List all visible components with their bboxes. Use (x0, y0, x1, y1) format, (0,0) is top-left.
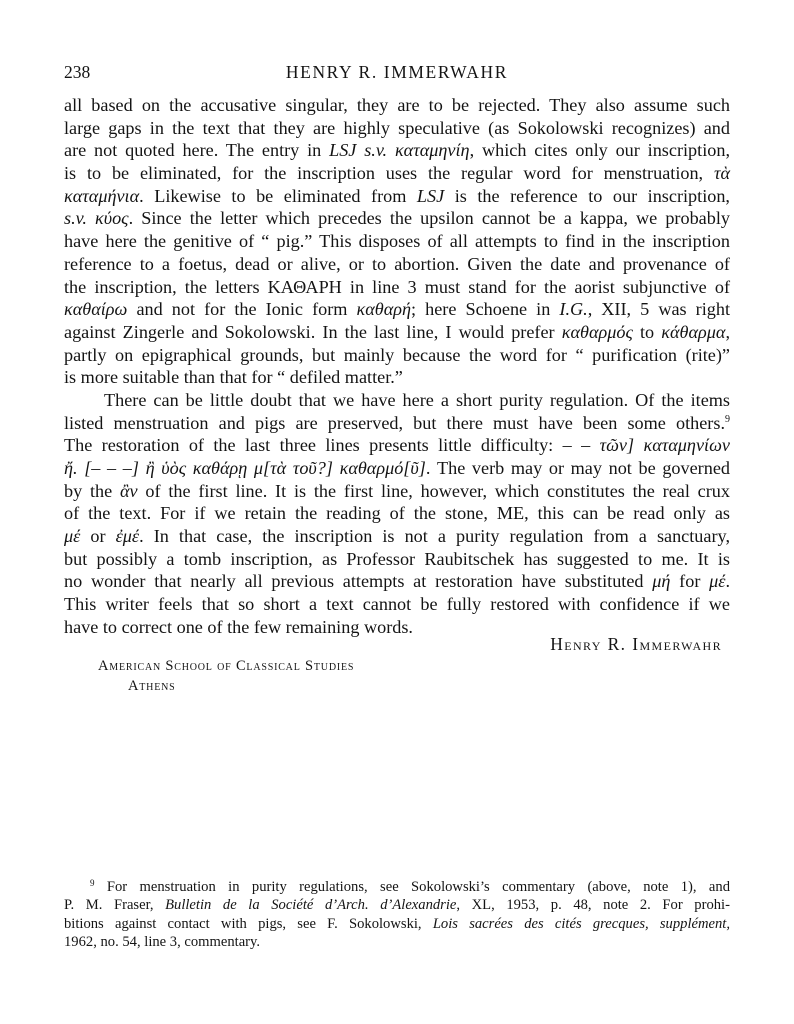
text-line: all based on the accusative singular, they are to be rejected. They also assume such (64, 95, 730, 115)
greek-restoration: ἤ. [– – –] ἢ ὑὸς καθάρῃ μ[τὰ τοῦ?] καθαρμό[ῦ] (64, 458, 426, 478)
greek-term: καταμήνια (64, 185, 140, 206)
text-line: καταμήνια. Likewise to be eliminated from LSJ is the reference to our inscription, (64, 185, 730, 206)
journal-title: Bulletin de la Société d’Arch. d’Alexandrie (165, 897, 457, 914)
text-line: have here the genitive of “ pig.” This disposes of all attempts to find in the inscription (64, 231, 730, 252)
footnote (64, 878, 730, 951)
greek-term: καθαρμός (561, 321, 633, 342)
text-line: This writer feels that so short a text cannot be fully restored with confidence if we (64, 594, 730, 615)
greek-term: τὰ (713, 163, 730, 184)
greek-term: κάθαρμα (661, 321, 726, 342)
text-line: ἤ. [– – –] ἢ ὑὸς καθάρῃ μ[τὰ τοῦ?] καθαρμό[ῦ]. The verb may or may not be governed (64, 458, 730, 478)
text-line: against Zingerle and Sokolowski. In the last line, I would prefer καθαρμός to κάθαρμα, (64, 321, 730, 342)
text-line: listed menstruation and pigs are preserved, but there must have been some others.$^9$ (64, 412, 730, 433)
book-title: Lois sacrées des cités grecques, supplément, (432, 915, 730, 932)
greek-term: ἐμέ (115, 526, 140, 547)
greek-term: μή (652, 571, 671, 592)
institution-name: American School of Classical Studies (98, 658, 355, 674)
text-line: The restoration of the last three lines presents little difficulty: – – τῶν] καταμηνίων (64, 435, 730, 456)
greek-term: καθαίρω (64, 299, 128, 320)
author-affiliation (98, 656, 354, 696)
text-line: but possibly a tomb inscription, as Professor Raubitschek has suggested to me. It is (64, 548, 730, 569)
paragraph-2 (64, 389, 730, 639)
text-line: are not quoted here. The entry in LSJ s.v. καταμηνίη, which cites only our inscription, (64, 140, 730, 161)
text-line: is to be eliminated, for the inscription uses the regular word for menstruation, τὰ (64, 163, 730, 184)
body-text (64, 94, 730, 639)
footnote-line: bitions against contact with pigs, see F. Sokolowski, Lois sacrées des cités grecques, supplément, (64, 915, 730, 932)
page-number: 238 (64, 62, 91, 82)
text-line: by the ἂν of the first line. It is the first line, however, which constitutes the real crux (64, 480, 730, 501)
institution-city: Athens (128, 678, 176, 694)
reference-lsj: LSJ (416, 185, 445, 206)
greek-term: μέ (709, 571, 726, 592)
text-line: μέ or ἐμέ. In that case, the inscription is not a purity regulation from a sanctuary, (64, 526, 730, 547)
text-line: partly on epigraphical grounds, but mainly because the word for “ purification (rite)” (64, 344, 730, 365)
footnote-line: $^9$ For menstruation in purity regulations, see Sokolowski’s commentary (above, note 1), and (90, 878, 730, 895)
greek-term: μέ (64, 526, 81, 547)
page-header (64, 60, 730, 84)
footnote-line: 1962, no. 54, line 3, commentary. (64, 933, 261, 950)
greek-term: s.v. κύος (64, 208, 129, 229)
text-line: the inscription, the letters ΚΑΘΑΡΗ in line 3 must stand for the aorist subjunctive of (64, 276, 730, 297)
greek-restoration: τῶν] καταμηνίων (599, 435, 730, 456)
footnote-reference: 9 (725, 413, 730, 425)
greek-term: καθαρή (356, 299, 412, 320)
paragraph-1 (64, 94, 730, 389)
text-line: reference to a foetus, dead or alive, or to abortion. Given the date and provenance of (64, 253, 730, 274)
text-line: is more suitable than that for “ defiled matter.” (64, 367, 403, 388)
text-line: large gaps in the text that they are highly speculative (as Sokolowski recognizes) and (64, 117, 730, 138)
reference-lsj: LSJ s.v. καταμηνίη (329, 140, 470, 161)
footnote-line: P. M. Fraser, Bulletin de la Société d’Arch. d’Alexandrie, XL, 1953, p. 48, note 2. For prohi- (64, 897, 730, 914)
text-line: no wonder that nearly all previous attempts at restoration have substituted μή for μέ. (64, 571, 730, 592)
text-line: καθαίρω and not for the Ionic form καθαρή; here Schoene in I.G., XII, 5 was right (64, 299, 731, 320)
text-line: of the text. For if we retain the reading of the stone, ΜΕ, this can be read only as (64, 503, 730, 524)
greek-term: ἂν (120, 480, 138, 501)
text-line: have to correct one of the few remaining words. (64, 616, 413, 637)
running-head: HENRY R. IMMERWAHR (285, 62, 509, 82)
author-signature: Henry R. Immerwahr (550, 634, 722, 654)
footnote-mark: 9 (90, 878, 95, 888)
reference-ig: I.G. (559, 299, 588, 320)
text-line: s.v. κύος. Since the letter which precedes the upsilon cannot be a kappa, we probably (64, 208, 730, 229)
text-line: There can be little doubt that we have here a short purity regulation. Of the items (104, 389, 730, 410)
